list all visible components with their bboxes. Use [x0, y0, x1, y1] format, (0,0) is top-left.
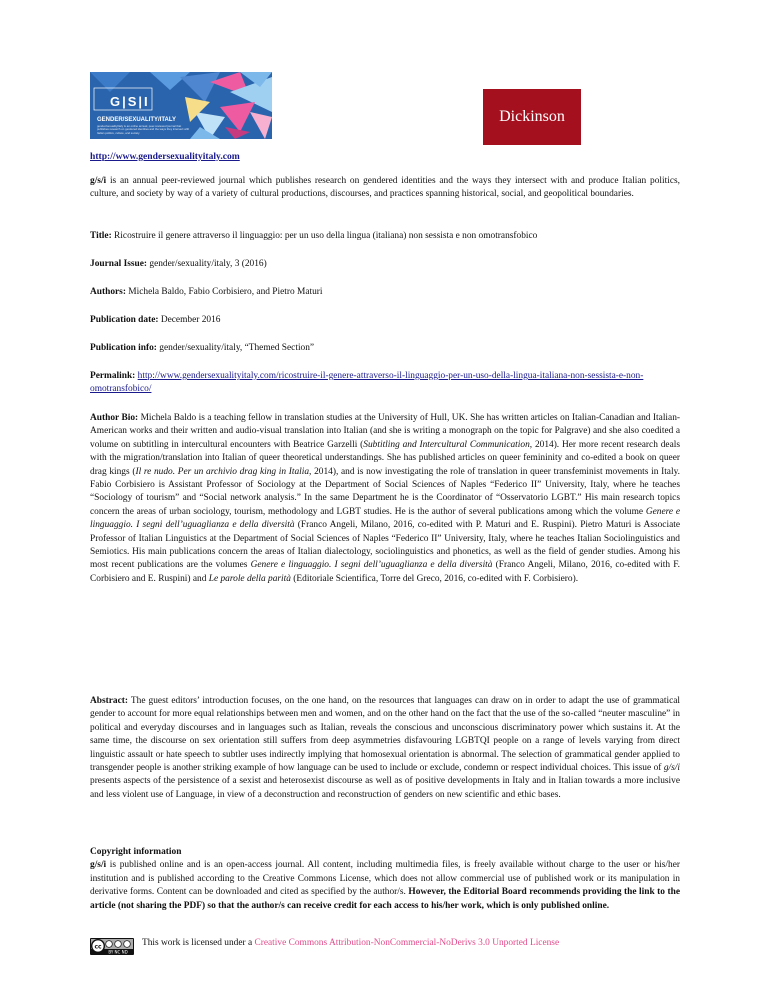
issue-value: gender/sexuality/italy, 3 (2016): [147, 259, 267, 269]
bio-text: (Franco Angeli, Milano, 2016, co-edited with F. Corbisiero and E. Ruspini) and: [90, 560, 681, 584]
bio-italic: Genere e linguaggio. I segni dell’uguaglianza e della diversità: [250, 560, 493, 571]
license-link[interactable]: Creative Commons Attribution-NonCommercial-NoDerivs 3.0 Unported License: [254, 938, 560, 948]
title-row: [90, 230, 680, 243]
bio-text: , 2014). Her more recent research deals with the migration/translation into Italian of queer theoretical understandings. She has published articles on queer femininity and co-edited a book on queer drag kings (: [90, 439, 680, 477]
issue-row: [90, 258, 680, 271]
abstract-italic: g/s/i: [663, 763, 680, 774]
banner-description: gender/sexuality/italy is an online annual, peer-reviewed journal that publishes research on gendered identities and the ways they intersect with Italian politics, culture, and society.: [97, 124, 190, 135]
permalink-row: [90, 370, 680, 397]
title-label: Title:: [90, 231, 112, 241]
abstract-text: presents aspects of the persistence of a sexist and heterosexist discourse as well as of positive developments in Italy and in Italian towards a more inclusive and less violent use of Language, in view of a deconstruction and reconstruction of genders on new scientific and ethic bases.: [90, 776, 680, 800]
authors-label: Authors:: [90, 287, 126, 297]
license-line: [142, 937, 680, 950]
bio-text: Michela Baldo is a teaching fellow in translation studies at the University of Hull, UK. She has written articles on Italian-Canadian and Italian-American works and their written and audio-visual translation into Italian (and she is writing a monograph on the topic for Palgrave) and she also coedited a volume on subtitling in intercultural encounters with Beatrice Garzelli (: [90, 413, 680, 450]
bio-text: (Franco Angeli, Milano, 2016, co-edited with P. Maturi and E. Ruspini). Pietro Maturi is Associate Professor of Italian Linguistics at the Department of Social Sciences of Naples “Federico II” University, Italy, where he teaches Italian Sociolinguistics and Semiotics. His main publications concern the areas of Italian dialectology, sociolinguistics and phonetics, as well as the field of gender studies. Among his most recent publications are the volumes: [90, 520, 680, 571]
copyright-journal: g/s/i: [90, 860, 107, 871]
dickinson-logo: Dickinson: [483, 89, 581, 145]
intro-text: is an annual peer-reviewed journal which publishes research on gendered identities and the ways they intersect with and produce Italian politics, culture, and society by way of a variety of cultural productions, discourses, and practices spanning historical, social, and geopolitical boundaries.: [90, 176, 680, 200]
info-row: [90, 342, 680, 355]
title-value: Ricostruire il genere attraverso il linguaggio: per un uso della lingua (italiana) non sessista e non omotransfobico: [111, 231, 538, 241]
bio-text: 2014), and is now investigating the role of translation in queer transfeminist movements in Italy. Fabio Corbisiero is Assistant Professor of Sociology at the Department of Social Sciences of Naples “Federico II” University, Italy, where he teaches “Sociology of tourism” and “Social network analysis.” In the same Department he is the Coordinator of “Osservatorio LGBT.” His main research topics concern the areas of urban sociology, tourism, methodology and LGBT studies. He is the author of several publications among which the volume: [90, 466, 680, 517]
bio-label: Author Bio:: [90, 413, 139, 423]
creative-commons-icon: [90, 938, 134, 955]
info-value: gender/sexuality/italy, “Themed Section”: [156, 343, 315, 353]
issue-label: Journal Issue:: [90, 259, 148, 269]
authors-value: Michela Baldo, Fabio Corbisiero, and Pietro Maturi: [125, 287, 323, 297]
date-label: Publication date:: [90, 315, 159, 325]
journal-name: g/s/i: [90, 176, 107, 186]
author-bio: [90, 412, 680, 586]
license-prefix: This work is licensed under a: [142, 938, 255, 948]
cc-badge-label: BY NC ND: [108, 949, 128, 955]
bio-text: (Editoriale Scientifica, Torre del Greco, 2016, co-edited with F. Corbisiero).: [290, 573, 579, 584]
abstract-label: Abstract:: [90, 696, 129, 706]
bio-italic: Genere e linguaggio. I segni dell’uguaglianza e della diversità: [90, 506, 681, 531]
bio-italic: Le parole della parità: [208, 573, 291, 584]
bio-italic: Subtitling and Intercultural Communication: [363, 439, 530, 450]
bio-italic: Il re nudo. Per un archivio drag king in Italia,: [135, 466, 312, 477]
authors-row: [90, 286, 680, 299]
abstract: [90, 695, 680, 802]
svg-text:cc: cc: [94, 943, 102, 951]
info-label: Publication info:: [90, 343, 157, 353]
copyright-text: is published online and is an open-access journal. All content, including multimedia files, is freely available without charge to the user or his/her institution and is published according to the Creative Commons License, which does not allow commercial use of published work or its manipulation in derivative forms. Content can be downloaded and cited as specified by the author/s.: [90, 860, 680, 898]
copyright-heading: Copyright information: [90, 847, 182, 857]
permalink-link[interactable]: http://www.gendersexualityitaly.com/ricostruire-il-genere-attraverso-il-linguaggio-per-un-uso-della-lingua-italiana-non-sessista-e-non-omotransfobico/: [90, 371, 644, 395]
site-url-link[interactable]: http://www.gendersexualityitaly.com: [90, 151, 240, 162]
copyright-bold-note: However, the Editorial Board recommends providing the link to the article (not sharing the PDF) so that the author/s can receive credit for each access to his/her work, which is only published online.: [90, 887, 680, 911]
banner-title: GENDER/SEXUALITY/ITALY: [97, 117, 177, 123]
permalink-label: Permalink:: [90, 371, 136, 381]
gsi-logo-text: G|S|I: [110, 94, 150, 109]
copyright-section: [90, 846, 680, 913]
date-value: December 2016: [158, 315, 221, 325]
date-row: [90, 314, 680, 327]
abstract-text: The guest editors’ introduction focuses, on the one hand, on the resources that languages can draw on in order to adapt the use of grammatical gender to account for more equal relationships between men and women, and on the other hand on the fact that the use of the so-called “neuter masculine” in political and everyday discourses and in languages such as Italian, reveals the conscious and unconscious discriminatory power which sustains it. At the same time, the discourse on sex orientation still suffers from deep asymmetries disfavouring LGBTQI people on a range of levels varying from direct linguistic assault or hate speech to subtler uses indirectly implying that homosexual orientation is abnormal. The selection of grammatical gender applied to transgender people is another striking example of how language can be used to include or exclude, condemn or respect individual choices. This issue of: [90, 696, 680, 774]
gsi-banner: [90, 72, 272, 139]
journal-intro: [90, 175, 680, 202]
